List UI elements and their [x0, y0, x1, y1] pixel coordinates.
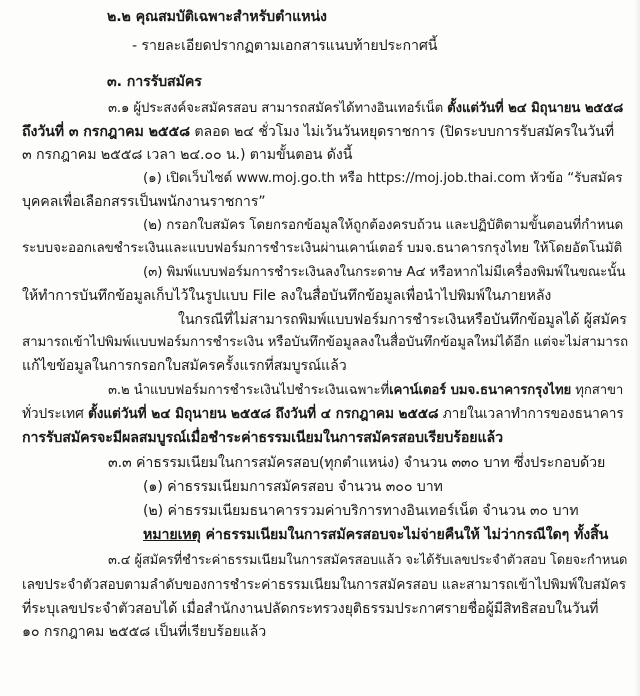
- note-line-2: สามารถเข้าไปพิมพ์แบบฟอร์มการชำระเงิน หรือบันทึกข้อมูลลงในสื่อบันทึกข้อมูลใหม่ได้อีก แต่จะไม่สามารถ: [22, 335, 628, 350]
- section-3-1-line-2: [22, 121, 614, 143]
- section-3-2-nationwide: ทั่วประเทศ: [22, 406, 88, 422]
- section-3-2-hours: ภายในเวลาทำการของธนาคาร: [438, 406, 624, 422]
- note-line-1: ในกรณีที่ไม่สามารถพิมพ์แบบฟอร์มการชำระเงินหรือบันทึกข้อมูลได้ ผู้สมัคร: [178, 312, 627, 328]
- step-3-line-2: ให้ทำการบันทึกข้อมูลเก็บไว้ในรูปแบบ File ลงในสื่อบันทึกข้อมูลเพื่อนำไปพิมพ์ในภายหลัง: [22, 288, 552, 304]
- section-3-3-line-1: ๓.๓ ค่าธรรมเนียมในการสมัครสอบ(ทุกตำแหน่ง) จำนวน ๓๓๐ บาท ซึ่งประกอบด้วย: [108, 455, 606, 471]
- step-2-line-1: (๒) กรอกใบสมัคร โดยกรอกข้อมูลให้ถูกต้องครบถ้วน และปฏิบัติตามขั้นตอนที่กำหนด: [143, 218, 624, 233]
- section-3-1-intro: ๓.๑ ผู้ประสงค์จะสมัครสอบ สามารถสมัครได้ทางอินเทอร์เน็ต: [108, 101, 448, 116]
- fee-note-label: หมายเหตุ: [143, 527, 201, 543]
- step-1-line-1: (๑) เปิดเว็บไซต์ www.moj.go.th หรือ https://moj.job.thai.com หัวข้อ “รับสมัคร: [143, 171, 623, 186]
- section-3-1-start-date: ตั้งแต่วันที่ ๒๔ มิถุนายน ๒๕๕๘: [447, 101, 624, 116]
- page-edge-shadow: [634, 0, 640, 696]
- section-3-2-line-3: การรับสมัครจะมีผลสมบูรณ์เมื่อชำระค่าธรรมเนียมในการสมัครสอบเรียบร้อยแล้ว: [22, 430, 503, 446]
- section-3-1-hours: ตลอด ๒๔ ชั่วโมง ไม่เว้นวันหยุดราชการ (ปิดระบบการรับสมัครในวันที่: [189, 124, 614, 140]
- section-3-2-branches: ทุกสาขา: [571, 383, 624, 398]
- section-3-2-dates: ตั้งแต่วันที่ ๒๔ มิถุนายน ๒๕๕๘ ถึงวันที่ ๔ กรกฎาคม ๒๕๕๘: [87, 406, 439, 422]
- note-line-3: แก้ไขข้อมูลในการกรอกใบสมัครครั้งแรกที่สมบูรณ์แล้ว: [22, 358, 347, 374]
- section-3-1-line-3: ๓ กรกฎาคม ๒๕๕๘ เวลา ๒๔.๐๐ น.) ตามขั้นตอน ดังนี้: [22, 147, 353, 163]
- fee-item-1: (๑) ค่าธรรมเนียมการสมัครสอบ จำนวน ๓๐๐ บาท: [143, 479, 443, 495]
- section-3-heading: ๓. การรับสมัคร: [107, 74, 202, 90]
- section-3-2-intro: ๓.๒ นำแบบฟอร์มการชำระเงินไปชำระเงินเฉพาะที่: [108, 383, 390, 398]
- step-2-line-2: ระบบจะออกเลขชำระเงินและแบบฟอร์มการชำระเงินผ่านเคาน์เตอร์ บมจ.ธนาคารกรุงไทย ให้โดยอัตโนมัติ: [22, 241, 623, 256]
- section-3-4-line-2: เลขประจำตัวสอบตามลำดับของการชำระค่าธรรมเนียมในการสมัครสอบ และสามารถเข้าไปพิมพ์ใบสมัคร: [22, 577, 626, 593]
- section-3-2-line-1: [108, 380, 623, 402]
- fee-note: [143, 524, 608, 546]
- section-3-1-line-1: [108, 98, 624, 120]
- section-3-1-end-date: ถึงวันที่ ๓ กรกฎาคม ๒๕๕๘: [22, 124, 190, 140]
- section-3-4-line-1: ๓.๔ ผู้สมัครที่ชำระค่าธรรมเนียมในการสมัครสอบแล้ว จะได้รับเลขประจำตัวสอบ โดยจะกำหนด: [108, 553, 628, 568]
- section-2-2-detail: - รายละเอียดปรากฏตามเอกสารแนบท้ายประกาศนี้: [132, 38, 438, 54]
- section-3-4-line-3: ที่ระบุเลขประจำตัวสอบได้ เมื่อสำนักงานปลัดกระทรวงยุติธรรมประกาศรายชื่อผู้มีสิทธิสอบในวันที่: [22, 601, 599, 617]
- fee-note-text: ค่าธรรมเนียมในการสมัครสอบจะไม่จ่ายคืนให้ ไม่ว่ากรณีใดๆ ทั้งสิ้น: [200, 527, 609, 543]
- section-3-2-line-2: [22, 403, 624, 425]
- step-3-line-1: (๓) พิมพ์แบบฟอร์มการชำระเงินลงในกระดาษ A๔ หรือหากไม่มีเครื่องพิมพ์ในขณะนั้น: [143, 265, 626, 280]
- section-2-2-heading: ๒.๒ คุณสมบัติเฉพาะสำหรับตำแหน่ง: [107, 9, 327, 25]
- fee-item-2: (๒) ค่าธรรมเนียมธนาคารรวมค่าบริการทางอินเทอร์เน็ต จำนวน ๓๐ บาท: [143, 503, 579, 519]
- step-1-line-2: บุคคลเพื่อเลือกสรรเป็นพนักงานราชการ”: [22, 194, 266, 210]
- section-3-4-line-4: ๑๐ กรกฎาคม ๒๕๕๘ เป็นที่เรียบร้อยแล้ว: [22, 624, 267, 640]
- section-3-2-bank: เคาน์เตอร์ บมจ.ธนาคารกรุงไทย: [389, 383, 572, 398]
